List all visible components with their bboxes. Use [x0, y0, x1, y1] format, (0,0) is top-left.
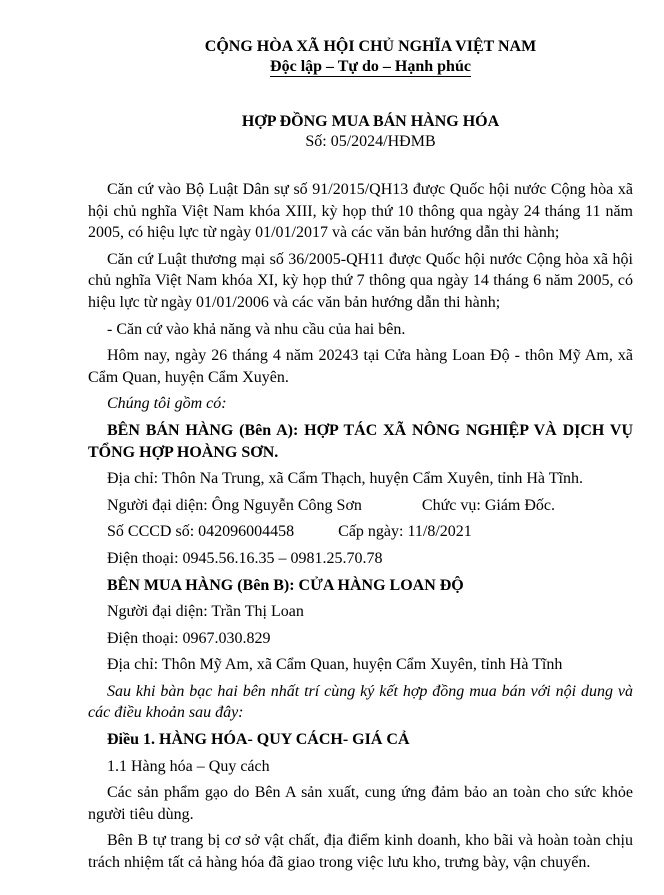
- legal-basis-2: Căn cứ Luật thương mại số 36/2005-QH11 được Quốc hội nước Cộng hòa xã hội chủ nghĩa Việt Nam khóa XI, kỳ họp thứ 7 thông qua ngày 14 tháng 6 năm 2005, có hiệu lực từ ngày 01/01/2006 và các văn bản hướng dẫn thi hành;: [88, 250, 633, 311]
- contract-title: HỢP ĐỒNG MUA BÁN HÀNG HÓA: [241, 113, 500, 130]
- article-1-paragraph-2: Bên B tự trang bị cơ sở vật chất, địa điểm kinh doanh, kho bãi và hoàn toàn chịu trách nhiệm tất cả hàng hóa đã giao trong việc lưu kho, trưng bày, vận chuyển.: [88, 832, 633, 872]
- legal-basis-3: - Căn cứ vào khả năng và nhu cầu của hai bên.: [107, 320, 406, 338]
- party-a-position: Chức vụ: Giám Đốc.: [421, 496, 556, 514]
- nation-title: CỘNG HÒA XÃ HỘI CHỦ NGHĨA VIỆT NAM: [204, 38, 537, 55]
- document-header: [108, 36, 633, 152]
- party-a-issued: Cấp ngày: 11/8/2021: [338, 523, 472, 541]
- party-a-representative: Người đại diện: Ông Nguyễn Công Sơn: [107, 496, 362, 514]
- legal-basis-1: Căn cứ vào Bộ Luật Dân sự số 91/2015/QH13 được Quốc hội nước Cộng hòa xã hội chủ nghĩa Việt Nam khóa XIII, kỳ họp thứ 10 thông qua ngày 24 tháng 11 năm 2005, có hiệu lực từ ngày 01/01/2017 và các văn bản hướng dẫn thi hành;: [88, 181, 633, 242]
- party-a-label: BÊN BÁN HÀNG (Bên A): [107, 421, 293, 439]
- contract-page: [88, 36, 633, 879]
- motto: Độc lập – Tự do – Hạnh phúc: [270, 58, 471, 75]
- section-1-1-heading: 1.1 Hàng hóa – Quy cách: [107, 757, 270, 775]
- article-1-heading: Điều 1. HÀNG HÓA- QUY CÁCH- GIÁ CẢ: [107, 731, 410, 749]
- party-b-representative: Người đại diện: Trần Thị Loan: [107, 603, 304, 621]
- party-a-phone: Điện thoại: 0945.56.16.35 – 0981.25.70.78: [107, 549, 383, 567]
- party-a-address: Địa chỉ: Thôn Na Trung, xã Cẩm Thạch, huyện Cẩm Xuyên, tỉnh Hà Tĩnh.: [107, 470, 583, 488]
- party-a-heading: [88, 420, 633, 463]
- party-b-phone: Điện thoại: 0967.030.829: [107, 629, 271, 647]
- agreement-statement: Sau khi bàn bạc hai bên nhất trí cùng ký kết hợp đồng mua bán với nội dung và các điều khoản sau đây:: [88, 682, 633, 722]
- parties-intro: Chúng tôi gồm có:: [107, 395, 227, 413]
- article-1-paragraph-1: Các sản phẩm gạo do Bên A sản xuất, cung ứng đảm bảo an toàn cho sức khỏe người tiêu dùng.: [88, 784, 633, 823]
- party-a-id: Số CCCD số: 042096004458: [107, 523, 295, 541]
- party-b-heading: BÊN MUA HÀNG (Bên B): CỬA HÀNG LOAN ĐỘ: [107, 576, 464, 594]
- contract-number: Số: 05/2024/HĐMB: [305, 133, 436, 150]
- party-a-name: : HỢP TÁC XÃ NÔNG NGHIỆP VÀ DỊCH VỤ TỔNG HỢP HOÀNG SƠN.: [88, 421, 633, 461]
- party-b-address: Địa chỉ: Thôn Mỹ Am, xã Cẩm Quan, huyện Cẩm Xuyên, tỉnh Hà Tĩnh: [107, 656, 563, 674]
- party-a-rep-line: [88, 495, 633, 517]
- contract-date-place: Hôm nay, ngày 26 tháng 4 năm 20243 tại Cửa hàng Loan Độ - thôn Mỹ Am, xã Cẩm Quan, huyện Cẩm Xuyên.: [88, 347, 633, 386]
- party-a-id-line: [88, 521, 633, 543]
